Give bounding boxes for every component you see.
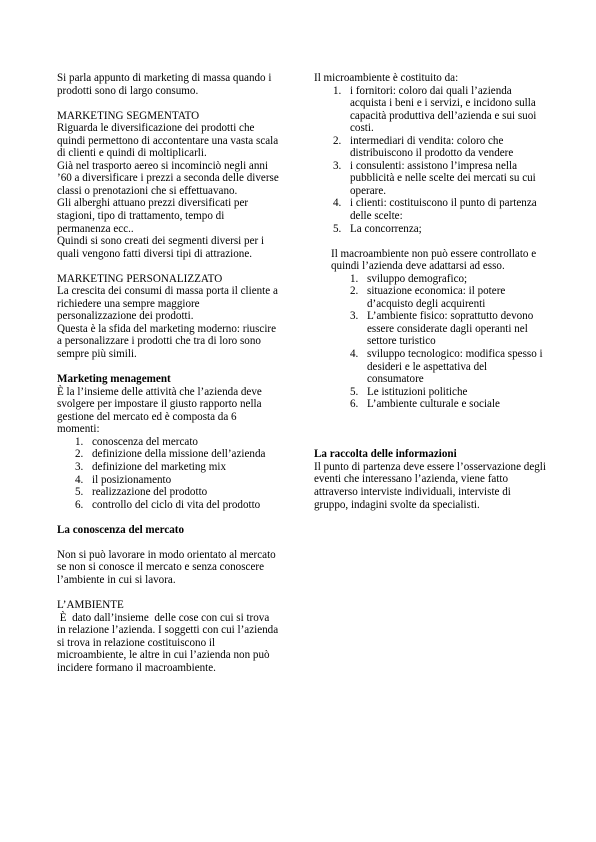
segmentato-paragraph-1: Riguarda le diversificazione dei prodotti che quindi permettono di accontentare una vasta scala di clienti e quindi di moltiplicarli. bbox=[57, 122, 279, 160]
intro-paragraph: Si parla appunto di marketing di massa quando i prodotti sono di largo consumo. bbox=[57, 72, 272, 97]
ambiente-paragraph: È dato dall’insieme delle cose con cui si trova in relazione l’azienda. I soggetti con cui l’azienda si trova in relazione costituiscono il microambiente, le altre in cui l’azienda non può incidere formano il macroambiente. bbox=[57, 611, 281, 674]
management-list bbox=[57, 436, 279, 511]
list-item: 1. conoscenza del mercato bbox=[75, 435, 198, 448]
list-item: 4. sviluppo tecnologico: modifica spesso i desideri e le aspettativa del consumatore bbox=[350, 348, 543, 386]
list-item: 4. i clienti: costituiscono il punto di partenza delle scelte: bbox=[333, 197, 537, 223]
macroambiente-list bbox=[331, 273, 546, 411]
left-column bbox=[57, 72, 279, 674]
personalizzato-heading: MARKETING PERSONALIZZATO bbox=[57, 272, 223, 285]
list-item: 5. Le istituzioni politiche bbox=[350, 385, 468, 398]
list-item: 6. controllo del ciclo di vita del prodotto bbox=[75, 498, 261, 511]
segmentato-paragraph-2: Già nel trasporto aereo si incominciò negli anni ’60 a diversificare i prezzi a seconda delle diverse classi o prenotazioni che si effettuavano. bbox=[57, 159, 279, 197]
segmentato-heading: MARKETING SEGMENTATO bbox=[57, 109, 200, 122]
macroambiente-block bbox=[314, 248, 546, 411]
conoscenza-heading: La conoscenza del mercato bbox=[57, 523, 185, 536]
macroambiente-intro: Il macroambiente non può essere controllato e quindi l’azienda deve adattarsi ad esso. bbox=[331, 247, 537, 273]
raccolta-heading: La raccolta delle informazioni bbox=[314, 448, 457, 461]
list-item: 4. il posizionamento bbox=[75, 473, 172, 486]
list-item: 3. definizione del marketing mix bbox=[75, 460, 227, 473]
raccolta-paragraph: Il punto di partenza deve essere l’osservazione degli eventi che interessano l’azienda, viene fatto attraverso interviste individuali, interviste di gruppo, indagini svolte da specialisti. bbox=[314, 460, 546, 511]
personalizzato-paragraph-1: La crescita dei consumi di massa porta il cliente a richiedere una sempre maggiore personalizzazione dei prodotti. bbox=[57, 285, 278, 323]
right-column bbox=[314, 72, 546, 511]
microambiente-intro: Il microambiente è costituito da: bbox=[314, 72, 459, 84]
list-item: 1. sviluppo demografico; bbox=[350, 272, 468, 285]
list-item: 2. definizione della missione dell’azienda bbox=[75, 448, 266, 461]
management-heading: Marketing menagement bbox=[57, 373, 171, 386]
segmentato-paragraph-4: Quindi si sono creati dei segmenti diversi per i quali vengono fatti diversi tipi di attrazione. bbox=[57, 235, 265, 260]
management-paragraph: È la l’insieme delle attività che l’azienda deve svolgere per impostare il giusto rapporto nella gestione del mercato ed è composta da 6 momenti: bbox=[57, 385, 262, 436]
ambiente-heading: L’AMBIENTE bbox=[57, 598, 124, 611]
list-item: 3. L’ambiente fisico: soprattutto devono essere considerate dagli operanti nel settore turistico bbox=[350, 310, 534, 348]
segmentato-paragraph-3: Gli alberghi attuano prezzi diversificati per stagioni, tipo di trattamento, tempo di permanenza ecc.. bbox=[57, 197, 249, 235]
personalizzato-paragraph-2: Questa è la sfida del marketing moderno: riuscire a personalizzare i prodotti che tra di loro sono sempre più simili. bbox=[57, 322, 277, 361]
list-item: 2. intermediari di vendita: coloro che distribuiscono il prodotto da vendere bbox=[333, 134, 514, 160]
list-item: 5. La concorrenza; bbox=[333, 222, 422, 235]
list-item: 6. L’ambiente culturale e sociale bbox=[350, 398, 500, 411]
list-item: 2. situazione economica: il potere d’acquisto degli acquirenti bbox=[350, 285, 506, 310]
microambiente-list bbox=[314, 85, 546, 236]
conoscenza-paragraph: Non si può lavorare in modo orientato al mercato se non si conosce il mercato e senza conoscere l’ambiente in cui si lavora. bbox=[57, 548, 276, 586]
list-item: 5. realizzazione del prodotto bbox=[75, 486, 208, 499]
list-item: 3. i consulenti: assistono l’impresa nella pubblicità e nelle scelte dei mercati su cui operare. bbox=[333, 159, 536, 197]
list-item: 1. i fornitori: coloro dai quali l’azienda acquista i beni e i servizi, e incidono sulla capacità produttiva dell’azienda e sui suoi costi. bbox=[333, 84, 537, 135]
